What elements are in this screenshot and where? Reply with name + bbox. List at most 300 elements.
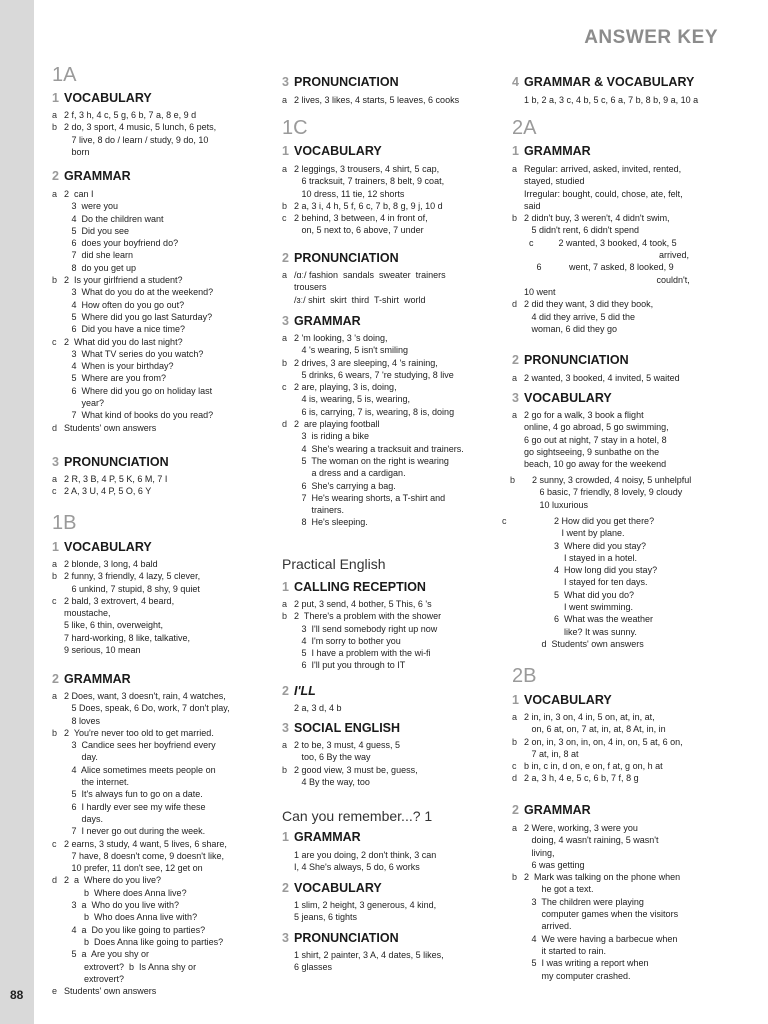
answer-text: 6 Did you have a nice time? — [64, 324, 186, 335]
answer-line — [52, 776, 230, 788]
section-title: Can you remember...? 1 — [282, 808, 433, 824]
answer-text: 2 How did you get there? — [514, 516, 655, 526]
answer-text: 4 a Do you like going to parties? — [64, 924, 206, 935]
answer-line — [512, 188, 690, 200]
answer-text: 10 prefer, 11 don't see, 12 get on — [64, 863, 203, 874]
answer-line — [282, 492, 464, 504]
answer-text: 2 wanted, 3 booked, 4 invited, 5 waited — [524, 373, 680, 383]
answer-line — [282, 949, 444, 961]
answer-text: 2 f, 3 h, 4 c, 5 g, 6 b, 7 a, 8 e, 9 d — [64, 110, 197, 120]
answer-text: 2 Were, working, 3 were you — [524, 823, 638, 833]
answer-line — [282, 406, 464, 418]
answer-line — [52, 632, 200, 644]
answer-text: Students' own answers — [64, 986, 157, 997]
answer-text: 10 went — [524, 286, 556, 297]
answer-text: d Students' own answers — [514, 638, 644, 649]
answer-line — [282, 861, 436, 873]
answer-line — [52, 558, 200, 570]
answer-line — [52, 422, 213, 434]
answer-line — [282, 516, 464, 528]
answer-letter: b — [282, 764, 288, 775]
answer-line — [512, 175, 690, 187]
answer-text: Regular: arrived, asked, invited, rented, — [524, 164, 682, 174]
answer-text: 6 go out at night, 7 stay in a hotel, 8 — [524, 434, 667, 445]
answer-text: 3 What TV series do you watch? — [64, 348, 204, 359]
answer-text: 4 Do the children want — [64, 213, 164, 224]
answer-text: doing, 4 wasn't raining, 5 wasn't — [524, 835, 659, 846]
answer-line — [52, 336, 213, 348]
section-heading: 3 VOCABULARY — [512, 391, 612, 405]
answer-text: 2 a, 3 h, 4 e, 5 c, 6 b, 7 f, 8 g — [524, 773, 639, 784]
answer-line — [52, 899, 230, 911]
answer-letter: b — [282, 357, 288, 368]
answer-text: 4 By the way, too — [294, 776, 370, 787]
answer-line — [282, 212, 444, 224]
answer-line — [52, 146, 216, 158]
answer-line — [512, 908, 680, 920]
answer-text: 3 Where did you stay? — [514, 540, 647, 551]
answer-line — [52, 311, 213, 323]
answer-letter: d — [52, 875, 58, 886]
answer-text: 2 did they want, 3 did they book, — [524, 299, 654, 310]
answer-text: 7 He's wearing shorts, a T-shirt and — [294, 492, 446, 503]
answer-line — [512, 249, 690, 261]
answer-line — [282, 357, 464, 369]
answer-line — [502, 564, 657, 576]
answer-line — [512, 711, 683, 723]
answer-text: 4 I'm sorry to bother you — [294, 635, 401, 646]
answer-list — [282, 163, 444, 237]
section-heading: 3 PRONUNCIATION — [52, 455, 169, 469]
answer-text: 2 lives, 3 likes, 4 starts, 5 leaves, 6 cooks — [294, 95, 460, 105]
answer-letter: a — [512, 164, 518, 174]
answer-line — [512, 736, 683, 748]
answer-letter: a — [282, 95, 288, 105]
answer-line — [512, 323, 690, 335]
answer-letter: a — [52, 189, 58, 199]
answer-letter: a — [282, 740, 288, 750]
answer-line — [282, 647, 441, 659]
answer-text: 4 's wearing, 5 isn't smiling — [294, 345, 408, 356]
answer-line — [502, 515, 657, 527]
answer-line — [502, 638, 657, 650]
answer-letter: a — [512, 823, 518, 833]
answer-line — [52, 973, 230, 985]
page-title: ANSWER KEY — [584, 27, 718, 48]
answer-text: 7 live, 8 do / learn / study, 9 do, 10 — [64, 134, 209, 145]
answer-line — [52, 936, 230, 948]
answer-text: I stayed for ten days. — [514, 577, 648, 588]
answer-line — [52, 286, 213, 298]
answer-text: living, — [524, 847, 555, 858]
answer-line — [502, 601, 657, 613]
answer-text: 3 a Who do you live with? — [64, 900, 180, 911]
answer-text: Irregular: bought, could, chose, ate, felt, — [524, 188, 683, 199]
answer-line — [282, 739, 418, 751]
answer-line — [282, 281, 446, 293]
answer-letter: e — [52, 986, 58, 997]
answer-line — [512, 847, 680, 859]
answer-text: stayed, studied — [524, 176, 585, 187]
answer-letter: b — [282, 200, 288, 211]
answer-text: /ɜː/ shirt skirt third T-shirt world — [294, 294, 426, 305]
answer-letter: c — [52, 838, 57, 849]
section-heading: 1 VOCABULARY — [512, 693, 612, 707]
answer-text: 1 shirt, 2 painter, 3 A, 4 dates, 5 likes, — [294, 950, 444, 960]
answer-text: 6 I'll put you through to IT — [294, 660, 406, 671]
answer-text: 5 a Are you shy or — [64, 949, 150, 960]
answer-line — [282, 393, 464, 405]
answer-letter: d — [512, 299, 518, 310]
answer-line — [282, 224, 444, 236]
answer-line — [52, 249, 213, 261]
answer-text: 2 on, in, 3 on, in, on, 4 in, on, 5 at, 6 on, — [524, 736, 683, 747]
answer-line — [52, 739, 230, 751]
answer-line — [282, 849, 436, 861]
answer-line — [512, 970, 680, 982]
answer-line — [282, 200, 444, 212]
answer-text: 2 a, 3 i, 4 h, 5 f, 6 c, 7 b, 8 g, 9 j, 10 d — [294, 200, 443, 211]
answer-text: 2 Is your girlfriend a student? — [64, 275, 183, 286]
answer-text: 2 Does, want, 3 doesn't, rain, 4 watches, — [64, 691, 226, 701]
answer-text: 2 'm looking, 3 's doing, — [294, 333, 388, 343]
answer-text: computer games when the visitors — [524, 909, 679, 920]
answer-line — [52, 948, 230, 960]
answer-line — [282, 776, 418, 788]
answer-text: 2 leggings, 3 trousers, 4 shirt, 5 cap, — [294, 164, 440, 174]
answer-line — [282, 961, 444, 973]
answer-letter: a — [282, 164, 288, 174]
answer-list — [282, 269, 446, 306]
answer-list — [282, 739, 418, 788]
unit-heading: 2A — [512, 117, 537, 139]
answer-list — [52, 109, 216, 158]
answer-line — [512, 212, 690, 224]
answer-line — [52, 619, 200, 631]
answer-text: my computer crashed. — [524, 970, 631, 981]
answer-text: 2 Mark was talking on the phone when — [524, 872, 681, 883]
answer-letter: b — [512, 736, 518, 747]
answer-line — [52, 985, 230, 997]
answer-letter: b — [510, 475, 516, 485]
answer-line — [512, 94, 698, 106]
answer-letter: c — [282, 382, 287, 393]
answer-line — [52, 385, 213, 397]
answer-text: the internet. — [64, 777, 130, 788]
answer-line — [52, 323, 213, 335]
answer-text: c 2 wanted, 3 booked, 4 took, 5 — [524, 237, 677, 248]
answer-text: go sightseeing, 9 sunbathe on the — [524, 446, 660, 457]
answer-text: arrived. — [524, 921, 572, 932]
answer-text: 4 Alice sometimes meets people on — [64, 764, 216, 775]
answer-line — [282, 598, 441, 610]
answer-text: 2 in, in, 3 on, 4 in, 5 on, at, in, at, — [524, 712, 655, 722]
answer-list — [512, 163, 690, 335]
answer-text: 2 blonde, 3 long, 4 bald — [64, 559, 158, 569]
answer-text: 2 drives, 3 are sleeping, 4 's raining, — [294, 357, 438, 368]
answer-list — [282, 899, 436, 924]
answer-text: on, 5 next to, 6 above, 7 under — [294, 225, 424, 236]
answer-line — [512, 883, 680, 895]
answer-line — [52, 200, 213, 212]
answer-letter: d — [282, 419, 288, 430]
answer-letter: a — [52, 691, 58, 701]
answer-line — [512, 311, 690, 323]
answer-line — [502, 626, 657, 638]
page-side-strip — [0, 0, 34, 1024]
answer-text: 6 basic, 7 friendly, 8 lovely, 9 cloudy — [522, 487, 683, 498]
answer-line — [52, 225, 213, 237]
answer-letter: a — [512, 410, 518, 420]
answer-line — [52, 134, 216, 146]
answer-list — [512, 711, 683, 785]
answer-list — [282, 849, 436, 874]
answer-text: 7 have, 8 doesn't come, 9 doesn't like, — [64, 850, 225, 861]
answer-line — [282, 504, 464, 516]
answer-line — [512, 859, 680, 871]
answer-line — [52, 911, 230, 923]
answer-text: 6 was getting — [524, 859, 585, 870]
section-heading: 3 SOCIAL ENGLISH — [282, 721, 401, 735]
answer-text: 10 dress, 11 tie, 12 shorts — [294, 188, 405, 199]
answer-list — [512, 409, 669, 470]
answer-text: 6 unkind, 7 stupid, 8 shy, 9 quiet — [64, 583, 200, 594]
section-heading: 2 VOCABULARY — [282, 881, 382, 895]
answer-letter: b — [52, 275, 58, 286]
answer-text: 2 bald, 3 extrovert, 4 beard, — [64, 595, 175, 606]
answer-text: 2 good view, 3 must be, guess, — [294, 764, 418, 775]
answer-text: I went by plane. — [514, 528, 625, 539]
answer-text: he got a text. — [524, 884, 594, 895]
answer-text: 2 sunny, 3 crowded, 4 noisy, 5 unhelpful — [522, 475, 692, 485]
answer-text: Students' own answers — [64, 422, 157, 433]
answer-text: 5 Did you see — [64, 225, 130, 236]
answer-line — [512, 446, 669, 458]
answer-text: 8 loves — [64, 715, 101, 726]
answer-letter: a — [282, 270, 288, 280]
answer-text: 10 luxurious — [522, 499, 589, 510]
answer-text: 2 a Where do you live? — [64, 875, 162, 886]
answer-letter: a — [52, 110, 58, 120]
answer-text: 3 I'll send somebody right up now — [294, 623, 438, 634]
answer-text: 5 What did you do? — [514, 589, 635, 600]
answer-letter: a — [512, 373, 518, 383]
answer-line — [512, 286, 690, 298]
answer-line — [512, 871, 680, 883]
answer-line — [282, 623, 441, 635]
answer-line — [52, 961, 230, 973]
answer-list — [282, 94, 459, 106]
answer-text: b Who does Anna live with? — [64, 912, 198, 923]
answer-line — [512, 163, 690, 175]
answer-text: days. — [64, 813, 104, 824]
section-heading: 1 VOCABULARY — [52, 91, 152, 105]
answer-text: 6 I hardly ever see my wife these — [64, 801, 206, 812]
answer-text: 2 R, 3 B, 4 P, 5 K, 6 M, 7 I — [64, 474, 168, 484]
answer-list — [512, 372, 680, 384]
answer-text: 2 to be, 3 must, 4 guess, 5 — [294, 740, 401, 750]
answer-line — [52, 727, 230, 739]
answer-line — [52, 473, 167, 485]
answer-letter: c — [52, 486, 57, 497]
answer-text: 2 funny, 3 friendly, 4 lazy, 5 clever, — [64, 571, 201, 582]
answer-letter: a — [282, 599, 288, 609]
answer-letter: d — [52, 422, 58, 433]
answer-text: I went swimming. — [514, 602, 634, 613]
answer-text: 7 What kind of books do you read? — [64, 410, 214, 421]
section-heading: 2 PRONUNCIATION — [512, 353, 629, 367]
answer-line — [512, 945, 680, 957]
answer-line — [282, 480, 464, 492]
answer-line — [282, 467, 464, 479]
answer-line — [52, 213, 213, 225]
section-heading: 1 GRAMMAR — [282, 830, 361, 844]
answer-text: beach, 10 go away for the weekend — [524, 459, 667, 470]
answer-list — [282, 949, 444, 974]
answer-line — [282, 188, 444, 200]
answer-line — [52, 121, 216, 133]
answer-line — [510, 499, 691, 511]
answer-line — [52, 838, 230, 850]
answer-text: couldn't, — [524, 274, 690, 285]
answer-text: 8 He's sleeping. — [294, 517, 368, 528]
answer-line — [282, 418, 464, 430]
answer-letter: c — [52, 336, 57, 347]
answer-line — [282, 610, 441, 622]
answer-text: 4 How long did you stay? — [514, 565, 658, 576]
answer-text: 2 You're never too old to get married. — [64, 727, 214, 738]
answer-line — [512, 261, 690, 273]
answer-line — [502, 540, 657, 552]
answer-text: it started to rain. — [524, 945, 607, 956]
answer-line — [52, 237, 213, 249]
answer-text: b Does Anna like going to parties? — [64, 936, 224, 947]
answer-line — [512, 458, 669, 470]
answer-line — [52, 348, 213, 360]
answer-line — [52, 274, 213, 286]
section-heading: 4 GRAMMAR & VOCABULARY — [512, 75, 695, 89]
section-heading: 3 PRONUNCIATION — [282, 75, 399, 89]
answer-text: 6 went, 7 asked, 8 looked, 9 — [524, 262, 674, 273]
answer-line — [52, 485, 167, 497]
answer-line — [512, 372, 680, 384]
answer-line — [52, 109, 216, 121]
answer-line — [512, 421, 669, 433]
answer-text: 8 do you get up — [64, 262, 137, 273]
answer-text: extrovert? b Is Anna shy or — [64, 961, 197, 972]
answer-text: year? — [64, 398, 105, 409]
answer-line — [52, 874, 230, 886]
section-heading: 2 GRAMMAR — [52, 169, 131, 183]
answer-letter: a — [52, 474, 58, 484]
answer-line — [512, 748, 683, 760]
answer-line — [282, 430, 464, 442]
answer-text: 4 How often do you go out? — [64, 299, 185, 310]
answer-line — [282, 94, 459, 106]
answer-text: 9 serious, 10 mean — [64, 645, 141, 656]
section-heading: 1 VOCABULARY — [52, 540, 152, 554]
section-heading: 2 I'LL — [282, 684, 316, 698]
answer-list — [52, 690, 230, 997]
answer-line — [52, 644, 200, 656]
answer-text: 7 I never go out during the week. — [64, 826, 206, 837]
answer-line — [52, 702, 230, 714]
answer-text: 1 b, 2 a, 3 c, 4 b, 5 c, 6 a, 7 b, 8 b, 9 a, 10 a — [524, 95, 699, 105]
answer-text: 5 The woman on the right is wearing — [294, 455, 449, 466]
section-heading: 3 GRAMMAR — [282, 314, 361, 328]
unit-heading: 1A — [52, 64, 77, 86]
answer-line — [282, 455, 464, 467]
answer-line — [512, 834, 680, 846]
answer-list — [502, 515, 657, 650]
answer-line — [52, 360, 213, 372]
answer-text: 2 do, 3 sport, 4 music, 5 lunch, 6 pets, — [64, 122, 217, 133]
answer-text: extrovert? — [64, 973, 125, 984]
answer-line — [512, 896, 680, 908]
answer-text: 2 are playing football — [294, 419, 380, 430]
answer-line — [512, 274, 690, 286]
answer-list — [510, 474, 691, 511]
answer-text: 5 jeans, 6 tights — [294, 912, 358, 923]
answer-line — [52, 607, 200, 619]
answer-letter: b — [52, 727, 58, 738]
answer-list — [52, 558, 200, 656]
answer-line — [52, 299, 213, 311]
answer-line — [282, 344, 464, 356]
answer-text: a dress and a cardigan. — [294, 468, 406, 479]
answer-text: 3 were you — [64, 201, 119, 212]
answer-text: 7 at, in, 8 at — [524, 748, 579, 759]
answer-line — [512, 434, 669, 446]
answer-line — [282, 764, 418, 776]
answer-line — [52, 924, 230, 936]
answer-text: 5 like, 6 thin, overweight, — [64, 620, 164, 631]
answer-line — [52, 887, 230, 899]
answer-text: 4 is, wearing, 5 is, wearing, — [294, 394, 411, 405]
answer-text: 5 drinks, 6 wears, 7 're studying, 8 live — [294, 369, 454, 380]
answer-line — [512, 224, 690, 236]
answer-text: said — [524, 200, 541, 211]
answer-text: 3 The children were playing — [524, 896, 644, 907]
answer-text: 5 I was writing a report when — [524, 958, 649, 969]
answer-line — [502, 552, 657, 564]
answer-line — [282, 702, 342, 714]
answer-text: born — [64, 146, 90, 157]
answer-line — [512, 822, 680, 834]
answer-text: 2 A, 3 U, 4 P, 5 O, 6 Y — [64, 486, 152, 497]
answer-line — [282, 899, 436, 911]
section-title: Practical English — [282, 556, 386, 572]
answer-list — [512, 822, 680, 982]
section-heading: 3 PRONUNCIATION — [282, 931, 399, 945]
answer-line — [282, 163, 444, 175]
answer-text: trousers — [294, 282, 327, 293]
answer-text: 3 Candice sees her boyfriend every — [64, 740, 216, 751]
answer-text: 3 What do you do at the weekend? — [64, 287, 214, 298]
page-number: 88 — [10, 988, 24, 1002]
answer-text: 5 Where did you go last Saturday? — [64, 311, 213, 322]
answer-line — [502, 589, 657, 601]
answer-text: 6 tracksuit, 7 trainers, 8 belt, 9 coat, — [294, 176, 445, 187]
answer-line — [282, 635, 441, 647]
answer-line — [52, 850, 230, 862]
answer-text: 2 What did you do last night? — [64, 336, 183, 347]
answer-list — [282, 598, 441, 672]
answer-letter: b — [512, 213, 518, 224]
unit-heading: 2B — [512, 665, 537, 687]
answer-text: 5 It's always fun to go on a date. — [64, 789, 203, 800]
answer-list — [282, 332, 464, 529]
